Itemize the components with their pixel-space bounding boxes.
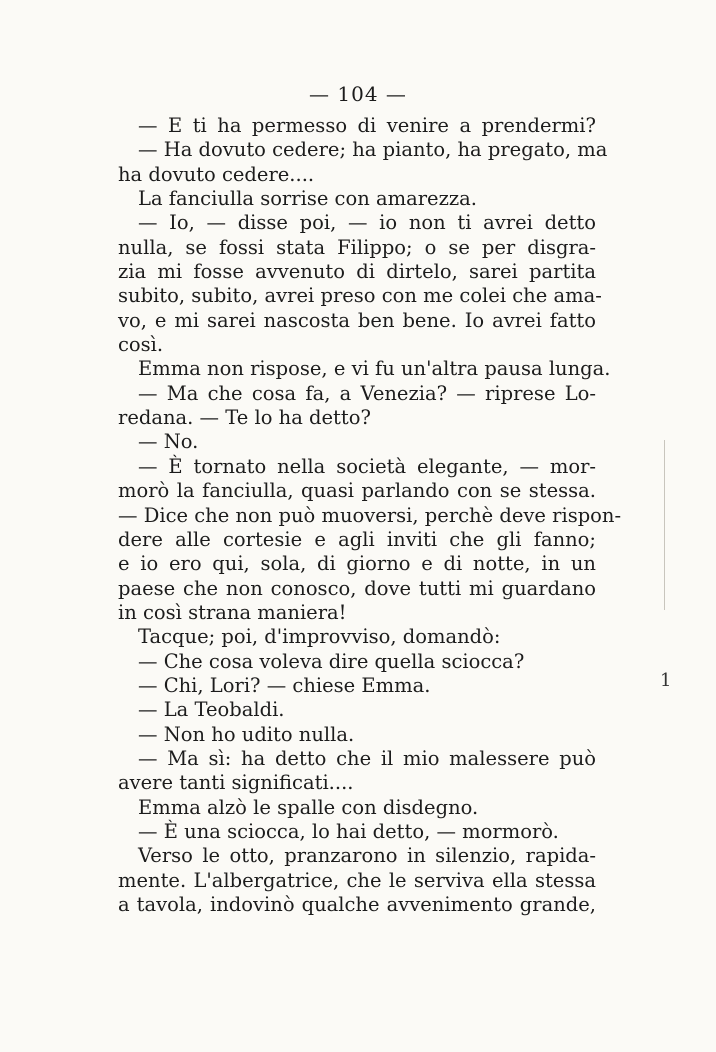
text-line: Tacque; poi, d'improvviso, domandò: [138, 625, 501, 649]
text-line: — È tornato nella società elegante, — mor- [138, 454, 596, 478]
margin-mark: 1 [660, 670, 672, 691]
text-line: La fanciulla sorrise con amarezza. [138, 187, 477, 211]
text-line: zia mi fosse avvenuto di dirtelo, sarei partita [118, 260, 596, 284]
text-line: Verso le otto, pranzarono in silenzio, rapida- [138, 844, 596, 868]
text-line: Emma alzò le spalle con disdegno. [138, 795, 479, 819]
text-line: — Io, — disse poi, — io non ti avrei detto [138, 211, 596, 235]
text-line: — No. [138, 430, 199, 454]
text-line: subito, subito, avrei preso con me colei che ama- [118, 284, 602, 308]
text-line: e io ero qui, sola, di giorno e di notte, in un [118, 552, 596, 576]
text-line: — Non ho udito nulla. [138, 722, 355, 746]
text-line: — Chi, Lori? — chiese Emma. [138, 673, 431, 697]
text-line: — Dice che non può muoversi, perchè deve rispon- [118, 503, 622, 527]
text-line: in così strana maniera! [118, 600, 347, 624]
text-line: — Ha dovuto cedere; ha pianto, ha pregato, ma [138, 138, 608, 162]
text-line: dere alle cortesie e agli inviti che gli fanno; [118, 527, 596, 551]
text-line: redana. — Te lo ha detto? [118, 406, 371, 430]
text-line: ha dovuto cedere.... [118, 162, 315, 186]
page-number: — 104 — [309, 82, 407, 106]
text-line: — E ti ha permesso di venire a prendermi? [138, 114, 596, 137]
text-line: mente. L'albergatrice, che le serviva ella stessa [118, 868, 596, 892]
text-line: — È una sciocca, lo hai detto, — mormorò. [138, 819, 559, 843]
text-line: — Ma che cosa fa, a Venezia? — riprese Lo- [138, 381, 596, 405]
body-text [118, 114, 622, 917]
margin-rule [664, 440, 665, 610]
text-line: nulla, se fossi stata Filippo; o se per disgra- [118, 235, 596, 259]
text-line: paese che non conosco, dove tutti mi guardano [118, 576, 596, 600]
text-line: — Ma sì: ha detto che il mio malessere può [138, 746, 596, 770]
text-line: — La Teobaldi. [138, 698, 285, 722]
text-line: — Che cosa voleva dire quella sciocca? [138, 649, 525, 673]
text-line: vo, e mi sarei nascosta ben bene. Io avrei fatto [118, 308, 596, 332]
text-line: così. [118, 333, 164, 357]
text-line: Emma non rispose, e vi fu un'altra pausa lunga. [138, 357, 611, 381]
text-line: avere tanti significati.... [118, 771, 354, 795]
text-line: a tavola, indovinò qualche avvenimento grande, [118, 893, 596, 916]
text-line: morò la fanciulla, quasi parlando con se stessa. [118, 479, 596, 503]
